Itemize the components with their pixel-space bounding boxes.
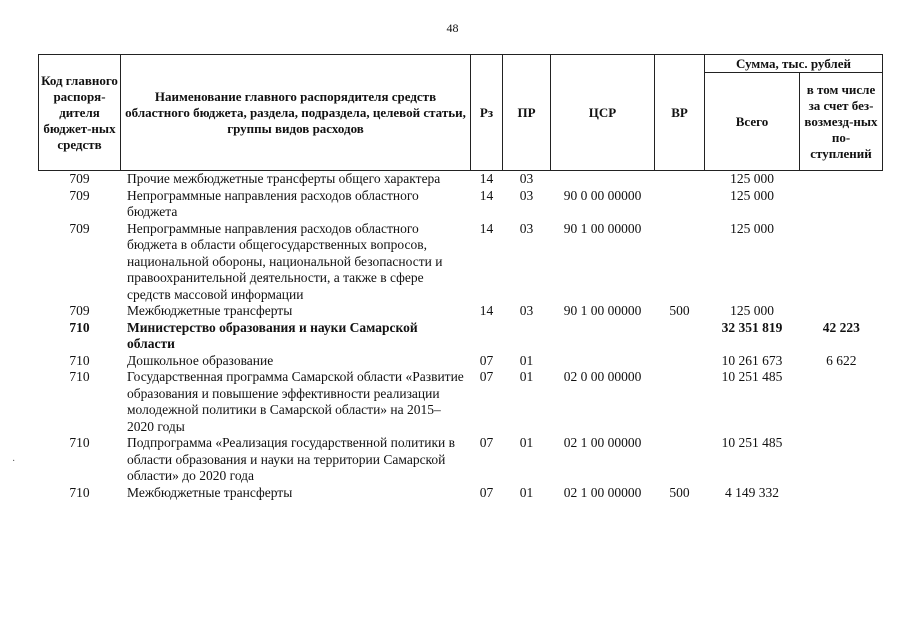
row-total: 32 351 819 [721,319,783,335]
row-vr [655,369,705,435]
header-name: Наименование главного распорядителя средств областного бюджета, раздела, подраздела, целевой статьи, группы видов расходов [121,55,471,171]
table-row [39,303,883,320]
row-code: 709 [69,220,90,236]
row-pr: 01 [519,369,534,384]
row-code: 710 [69,369,90,384]
row-csr: 02 1 00 00000 [563,484,642,500]
row-csr: 90 1 00 00000 [563,303,642,318]
row-name: Государственная программа Самарской области «Развитие образования и повышение эффективности реализации молодежной политики в Самарской области» на 2015–2020 годы [127,369,464,434]
row-gratuitous [800,485,883,502]
header-rz: Рз [471,55,503,171]
row-vr: 500 [669,484,690,500]
row-gratuitous [800,221,883,304]
table-row [39,320,883,353]
header-gratuitous: в том числе за счет без-возмезд-ных по-ступлений [800,73,883,171]
row-gratuitous [800,171,883,188]
row-name: Непрограммные направления расходов областного бюджета [127,187,419,219]
row-pr: 03 [519,187,534,203]
row-pr: 01 [519,435,534,450]
row-pr: 03 [519,220,534,236]
header-csr: ЦСР [551,55,655,171]
row-code: 709 [69,187,90,203]
row-csr: 02 1 00 00000 [563,435,642,450]
row-total: 125 000 [730,220,774,236]
row-gratuitous [800,369,883,435]
row-gratuitous [800,303,883,320]
row-gratuitous [800,435,883,485]
table-row [39,353,883,370]
row-name: Непрограммные направления расходов областного бюджета в области общегосударственных вопросов, национальной обороны, национальной безопасности и правоохранительной деятельности, а также в сфере средств массовой информации [127,220,443,302]
row-total: 10 251 485 [721,435,783,450]
table-row [39,369,883,435]
row-vr [655,188,705,221]
header-code: Код главного распоря-дителя бюджет-ных средств [39,55,121,171]
row-rz [471,320,503,353]
row-vr [655,171,705,188]
margin-mark: · [12,456,16,467]
row-csr [551,320,655,353]
row-csr: 90 1 00 00000 [563,220,642,236]
row-code: 710 [69,319,90,335]
row-vr: 500 [669,303,690,318]
row-csr [551,353,655,370]
row-pr: 01 [519,352,534,368]
budget-table [38,54,883,501]
row-gratuitous: 6 622 [826,352,857,368]
row-code: 710 [69,352,90,368]
table-row [39,171,883,188]
row-name: Министерство образования и науки Самарской области [127,319,418,351]
row-vr [655,221,705,304]
header-total: Всего [705,73,800,171]
row-csr: 90 0 00 00000 [563,187,642,203]
table-row [39,435,883,485]
table-body [39,171,883,502]
row-name: Межбюджетные трансферты [127,303,293,318]
row-vr [655,320,705,353]
row-name: Подпрограмма «Реализация государственной политики в области образования и науки на территории Самарской области» до 2020 года [127,435,456,483]
table-row [39,485,883,502]
row-vr [655,435,705,485]
table-row [39,221,883,304]
row-gratuitous [800,188,883,221]
page-number: 48 [446,21,459,35]
row-total: 125 000 [730,187,774,203]
row-total: 10 261 673 [721,352,783,368]
row-pr: 01 [519,484,534,500]
row-pr: 03 [519,303,534,318]
row-rz: 14 [479,187,494,203]
row-rz: 14 [479,303,494,318]
row-rz: 07 [479,435,494,450]
row-code: 710 [69,484,90,500]
table-row [39,188,883,221]
row-name: Дошкольное образование [127,352,274,368]
row-code: 709 [69,303,90,318]
row-rz: 07 [479,352,494,368]
row-gratuitous: 42 223 [822,319,860,335]
row-csr [551,171,655,188]
row-pr: 03 [519,171,534,186]
row-total: 125 000 [730,303,774,318]
header-vr: ВР [655,55,705,171]
row-rz: 14 [479,171,494,186]
row-code: 710 [69,435,90,450]
row-total: 4 149 332 [725,484,779,500]
row-csr: 02 0 00 00000 [563,369,642,384]
row-pr [503,320,551,353]
row-vr [655,353,705,370]
row-total: 10 251 485 [721,369,783,384]
row-code: 709 [69,171,90,186]
row-rz: 14 [479,220,494,236]
header-pr: ПР [503,55,551,171]
header-sum-group: Сумма, тыс. рублей [705,55,883,73]
row-name: Межбюджетные трансферты [127,484,293,500]
row-total: 125 000 [730,171,774,186]
row-name: Прочие межбюджетные трансферты общего характера [127,171,441,186]
row-rz: 07 [479,369,494,384]
row-rz: 07 [479,484,494,500]
